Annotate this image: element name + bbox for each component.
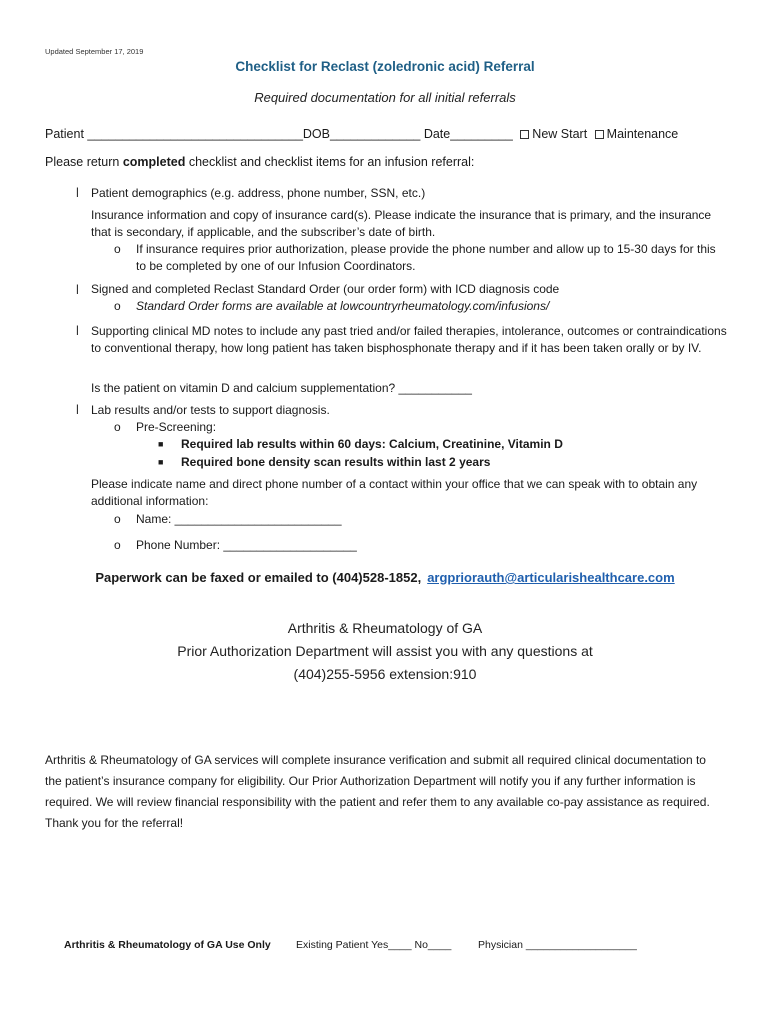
instructions-bold: completed — [122, 155, 186, 169]
circle-bullet: o — [114, 242, 121, 256]
footer-physician[interactable]: Physician ___________________ — [478, 939, 637, 951]
circle-bullet: o — [114, 420, 121, 434]
item-contact: Please indicate name and direct phone number of a contact within your office that we can speak with to obtain any additional information: — [91, 477, 698, 508]
checklist-marker[interactable]: l — [76, 402, 79, 417]
patient-dob-date-fields[interactable]: Patient _______________________________DOB_____________ Date_________ — [45, 127, 513, 141]
checklist-marker[interactable]: l — [76, 323, 79, 338]
contact-phone-field[interactable]: Phone Number: ____________________ — [136, 538, 357, 552]
footer-use-only: Arthritis & Rheumatology of GA Use Only — [64, 939, 271, 951]
item-demographics: Patient demographics (e.g. address, phone number, SSN, etc.) — [91, 186, 426, 200]
contact-name-field[interactable]: Name: _________________________ — [136, 512, 342, 526]
org-phone: (404)255-5956 extension:910 — [293, 666, 477, 682]
checklist-marker[interactable]: l — [76, 282, 79, 297]
closing-paragraph: Arthritis & Rheumatology of GA services will complete insurance verification and submit all required clinical documentation to the patient’s insurance company for eligibility. Our Prior Authorization Department will notify you if any further information is required. We will review financial responsibility with the patient and refer them to any available co-pay assistance as required. Thank you for the referral! — [45, 753, 710, 830]
page-subtitle: Required documentation for all initial referrals — [254, 90, 516, 105]
circle-bullet: o — [114, 299, 121, 313]
instructions-text: Please return — [45, 155, 123, 169]
updated-date: Updated September 17, 2019 — [45, 47, 144, 56]
circle-bullet: o — [114, 538, 121, 552]
paperwork-line — [0, 570, 770, 585]
circle-bullet: o — [114, 512, 121, 526]
item-notes: Supporting clinical MD notes to include any past tried and/or failed therapies, intolerance, outcomes or contraindications to conventional therapy, how long patient has taken bisphosphonate therapy and if it has been taken orally or by IV. — [91, 324, 727, 355]
instructions — [45, 155, 474, 169]
item-vitamin: Is the patient on vitamin D and calcium supplementation? ___________ — [91, 381, 472, 395]
paperwork-text: Paperwork can be faxed or emailed to (404)528-1852, — [95, 570, 422, 585]
org-department: Prior Authorization Department will assist you with any questions at — [177, 643, 593, 659]
footer-existing-patient[interactable]: Existing Patient Yes____ No____ — [296, 939, 452, 951]
org-name: Arthritis & Rheumatology of GA — [287, 620, 483, 636]
square-bullet: ■ — [158, 457, 164, 467]
new-start-checkbox[interactable] — [520, 130, 529, 139]
item-lab-required: Required lab results within 60 days: Calcium, Creatinine, Vitamin D — [181, 437, 563, 451]
item-order-sub: Standard Order forms are available at lowcountryrheumatology.com/infusions/ — [136, 299, 550, 313]
patient-info-line — [45, 127, 678, 141]
item-prescreen: Pre-Screening: — [136, 420, 217, 434]
item-order: Signed and completed Reclast Standard Order (our order form) with ICD diagnosis code — [91, 282, 560, 296]
item-bone-required: Required bone density scan results within last 2 years — [181, 455, 491, 469]
item-insurance: Insurance information and copy of insurance card(s). Please indicate the insurance that is primary, and the insurance that is secondary, if applicable, and the subscriber’s date of birth. — [91, 208, 712, 239]
new-start-label: New Start — [532, 127, 588, 141]
item-labs: Lab results and/or tests to support diagnosis. — [91, 403, 330, 417]
maintenance-checkbox[interactable] — [595, 130, 604, 139]
checklist-marker[interactable]: l — [76, 185, 79, 200]
maintenance-label: Maintenance — [606, 127, 679, 141]
page-title: Checklist for Reclast (zoledronic acid) Referral — [235, 59, 535, 74]
instructions-text-end: checklist and checklist items for an infusion referral: — [185, 155, 475, 169]
item-insurance-sub: If insurance requires prior authorization, please provide the phone number and allow up to 15-30 days for this to be completed by one of our Infusion Coordinators. — [136, 242, 716, 273]
square-bullet: ■ — [158, 439, 164, 449]
email-link[interactable]: argpriorauth@articularishealthcare.com — [427, 570, 675, 585]
